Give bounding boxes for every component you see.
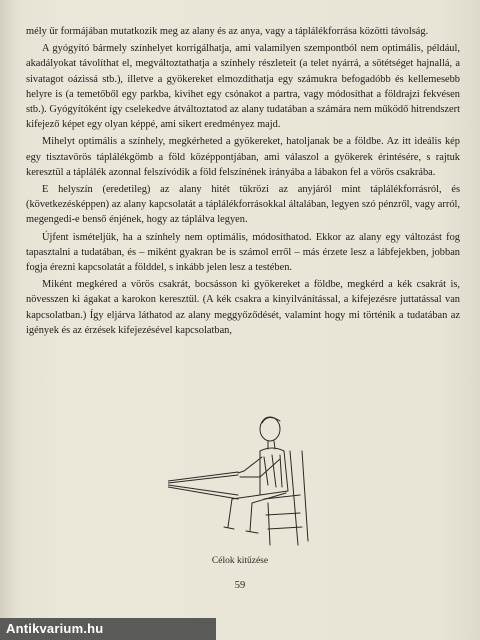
paragraph-2: A gyógyító bármely színhelyet korrigálhatja, ami valamilyen szempontból nem optimális, például, akadályokat távolíthat el, megváltoztathatja a színhely részleteit (a telet nyárrá, a sötétséget hajnallá, a sivatagot oázissá stb.), illetve a gyökereket elmozdíthatja egy számukra befogadóbb és kellemesebb helyre is (a temetőből egy parkba, kivihet egy csónakot a partra, vagy módosíthat a földrajzi fekvésen stb.). Gyógyítóként így cselekedve átváltoztatod az alany tudatában a számára nem működő hitrendszert kifejező képet egy olyan képpé, ami sikert eredményez majd.	[26, 43, 460, 131]
seated-person-illustration	[168, 395, 368, 555]
figure-caption: Célok kitűzése	[211, 556, 269, 566]
paragraph-6: Miként megkéred a vörös csakrát, bocsásson ki gyökereket a földbe, megkérd a kék csakrát is, növesszen ki ágakat a karokon keresztül. (A kék csakra a kinyilvánítással, a kifejezésre juttatással van kapcsolatban.) Így eljárva láthatod az alany meggyőződését, valamint hogy mi történik a tudatában az igények és az érzések kifejezésével kapcsolatban,	[26, 279, 460, 336]
seated-person-icon	[168, 395, 368, 555]
watermark-logo: Antikvarium.hu	[0, 618, 216, 640]
paragraph-5: Újfent ismételjük, ha a színhely nem optimális, módosíthatod. Ekkor az alany egy változást fog tapasztalni a tudatában, és – miként gyakran be is számol erről – más érzete lesz a lábfejekben, jobban fogja érezni kapcsolatát a földdel, s inkább jelen lesz a testében.	[26, 231, 460, 274]
paragraph-3: Mihelyt optimális a színhely, megkérheted a gyökereket, hatoljanak be a földbe. Az itt ideális kép egy tisztavörös táplálékgömb a föld középpontjában, ami válaszol a gyökerek érintésére, s rajtuk keresztül a táplálék azonnal felszívódik a föld felszínének irányába a lábakon fel a vörös csakrába.	[26, 136, 460, 178]
paragraph-1: mély űr formájában mutatkozik meg az alany és az anya, vagy a táplálékforrása közötti távolság.	[26, 26, 429, 37]
page-number: 59	[234, 580, 246, 591]
paragraph-4: E helyszín (eredetileg) az alany hitét tükrözi az anyjáról mint táplálékforrásról, és (következésképpen) az alany kapcsolatát a táplálékforrásokkal általában, legyen szó pénzről, vagy arról, megengedi-e benső énjének, hogy az táplálva legyen.	[26, 184, 460, 226]
body-text	[26, 24, 460, 340]
